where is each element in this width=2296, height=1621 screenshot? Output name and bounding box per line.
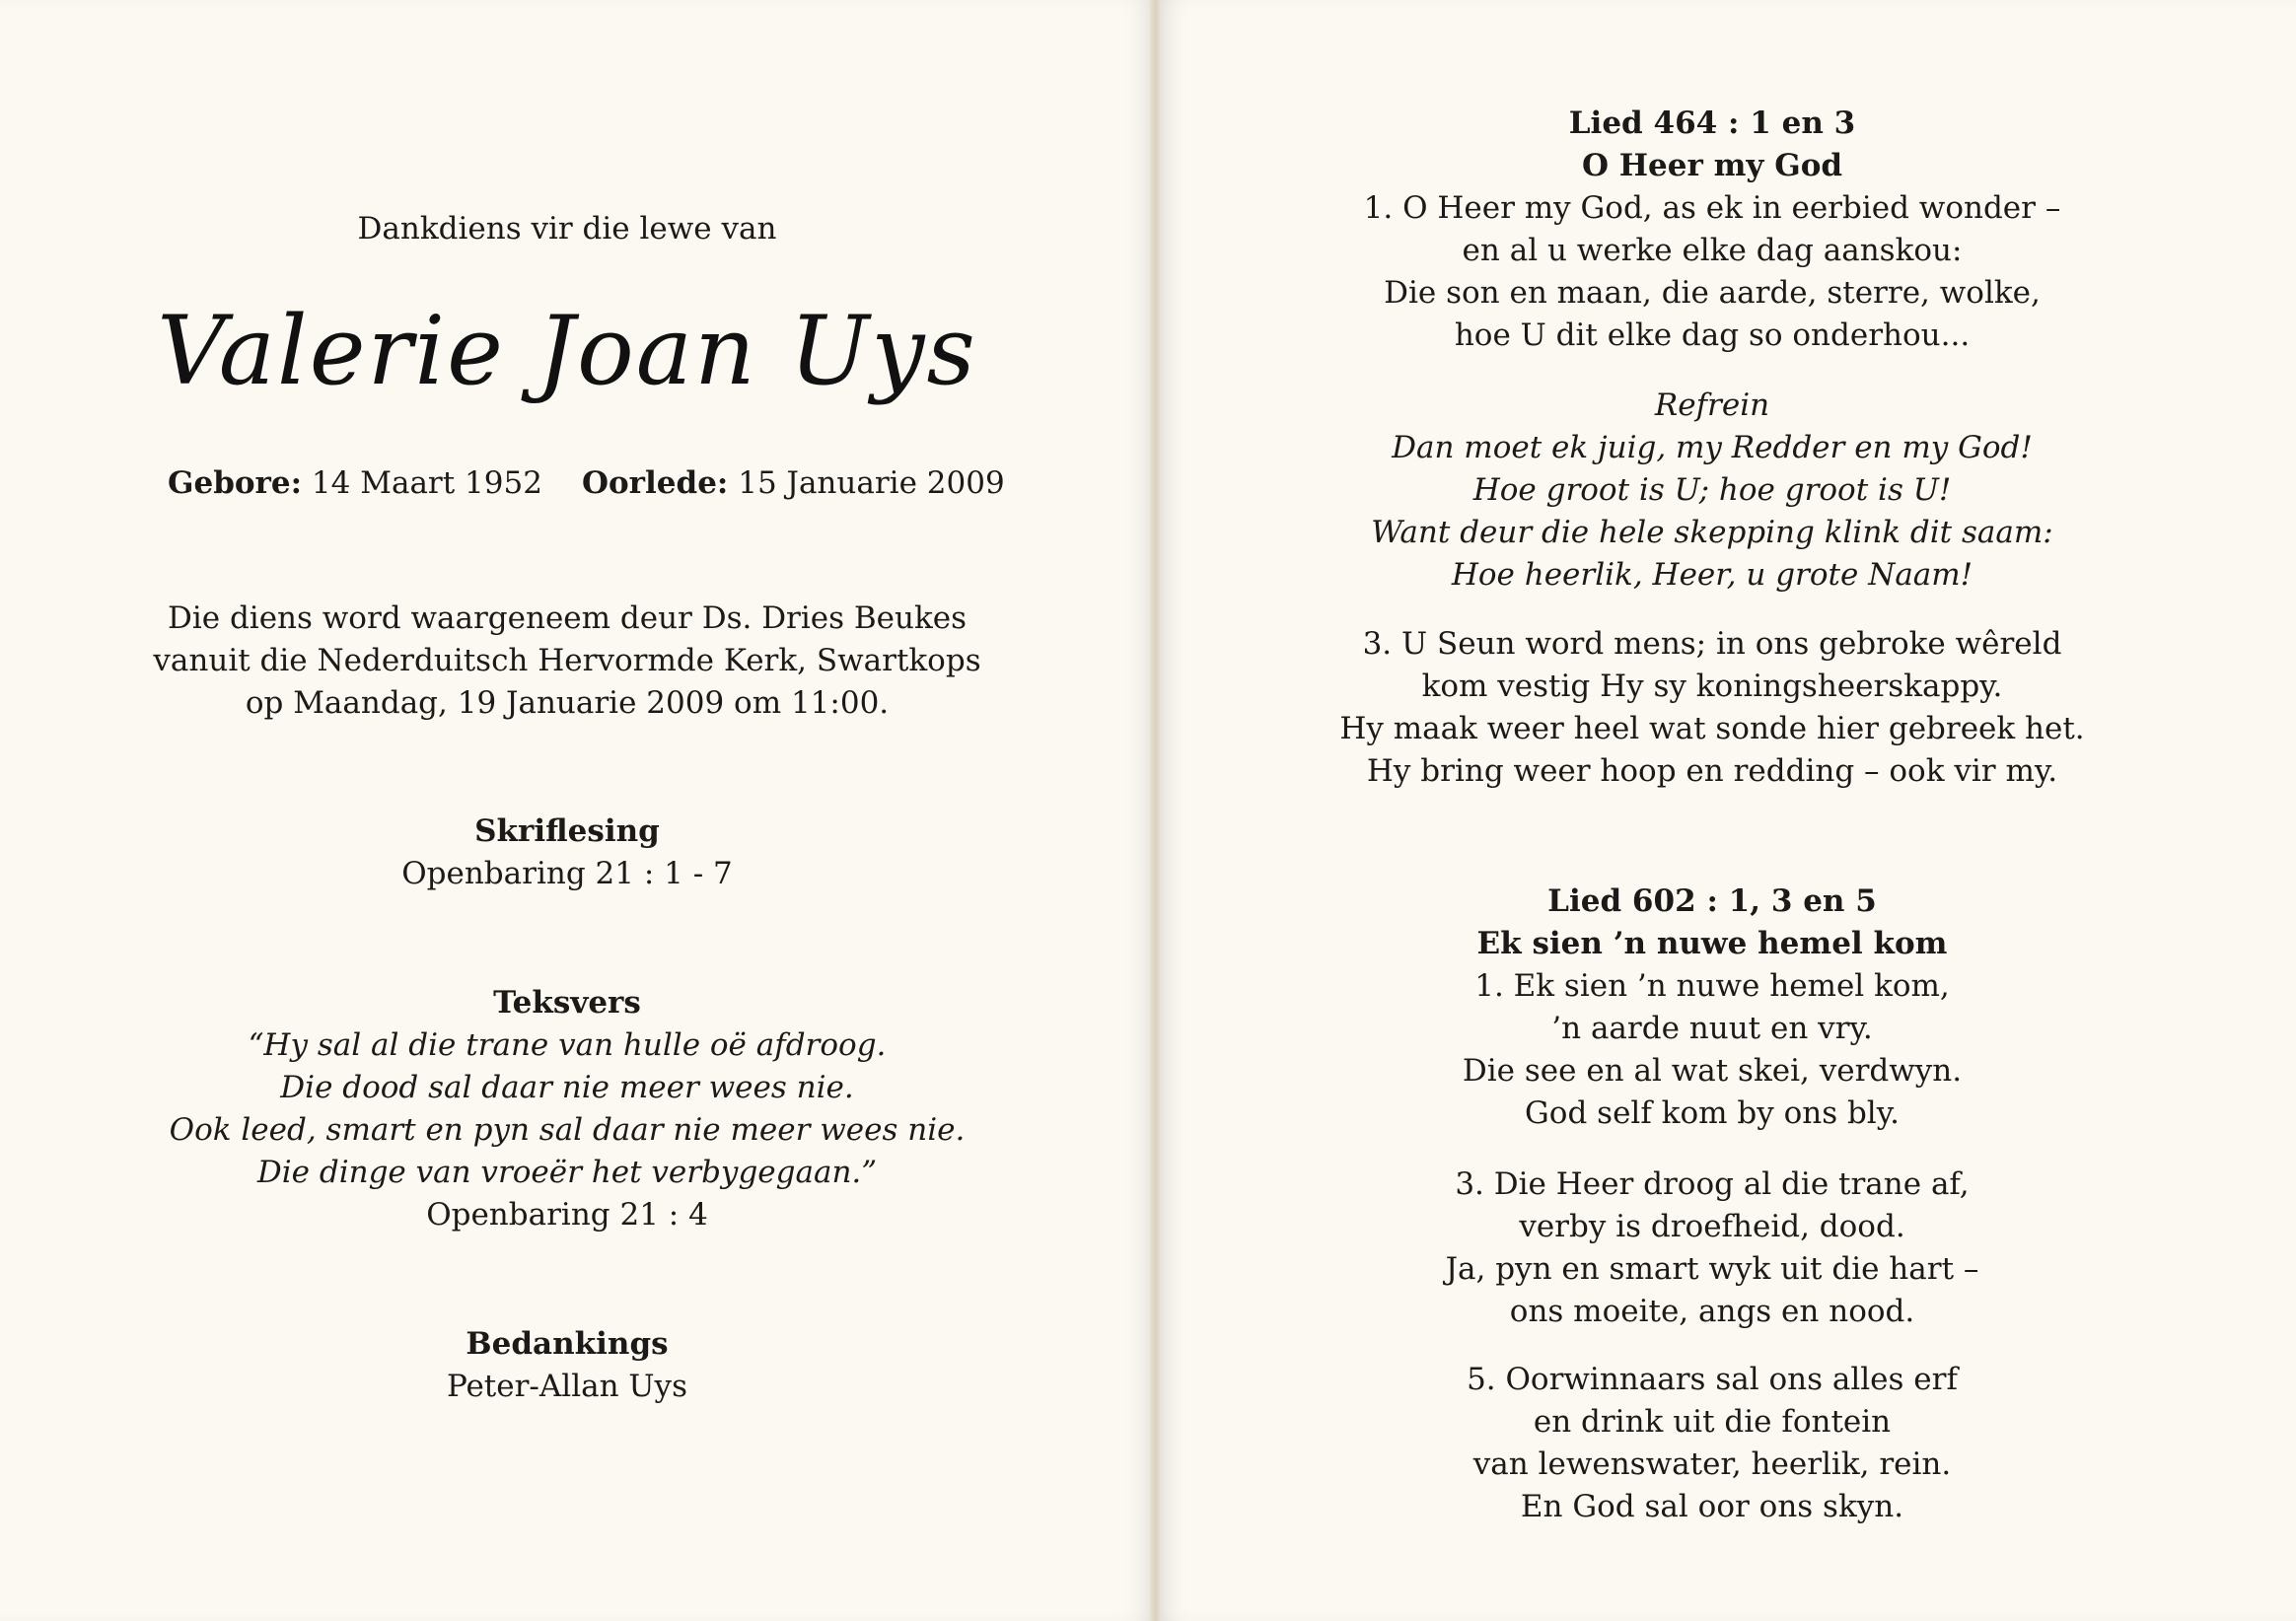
service-line: vanuit die Nederduitsch Hervormde Kerk, Swartkops	[153, 643, 981, 678]
text-ref: Openbaring 21 : 4	[426, 1197, 708, 1233]
verse-line: van lewenswater, heerlik, rein.	[1472, 1446, 1952, 1482]
verse-line: En God sal oor ons skyn.	[1520, 1489, 1904, 1524]
died	[582, 465, 1005, 501]
verse-line: 1. Ek sien ’n nuwe hemel kom,	[1474, 968, 1950, 1004]
refrain-line: Want deur die hele skepping klink dit saam:	[1371, 515, 2053, 550]
verse-line: 3. U Seun word mens; in ons gebroke wêreld	[1362, 626, 2062, 662]
verse-line: Die see en al wat skei, verdwyn.	[1462, 1053, 1963, 1089]
right-page	[1160, 0, 2296, 1621]
hymn-602-verse-3	[1160, 1163, 2264, 1333]
verse-line: Hy maak weer heel wat sonde hier gebreek het.	[1339, 711, 2085, 746]
hymn-602-verse-5	[1160, 1359, 2264, 1528]
reading-ref: Openbaring 21 : 1 - 7	[401, 856, 733, 891]
refrain-line: Hoe heerlik, Heer, u grote Naam!	[1451, 557, 1973, 593]
verse-line: Hy bring weer hoop en redding – ook vir my.	[1366, 753, 2058, 789]
verse-line: 1. O Heer my God, as ek in eerbied wonder –	[1363, 190, 2061, 226]
refrain-line: Dan moet ek juig, my Redder en my God!	[1392, 430, 2033, 465]
hymn-602	[1160, 881, 2264, 1135]
verse-line: kom vestig Hy sy koningsheerskappy.	[1421, 669, 2003, 704]
died-label: Oorlede:	[582, 465, 729, 501]
hymn-464	[1160, 103, 2264, 357]
intro-text: Dankdiens vir die lewe van	[357, 211, 777, 247]
text-line: Die dinge van vroeër het verbygegaan.”	[256, 1155, 878, 1190]
thanks-section	[0, 1323, 1134, 1408]
hymn-number: Lied 602 : 1, 3 en 5	[1547, 883, 1877, 919]
service-line: Die diens word waargeneem deur Ds. Dries Beukes	[167, 600, 968, 636]
hymn-number: Lied 464 : 1 en 3	[1568, 106, 1856, 141]
born-date: 14 Maart 1952	[311, 465, 542, 501]
verse-line: 3. Die Heer droog al die trane af,	[1455, 1166, 1970, 1202]
verse-line: Ja, pyn en smart wyk uit die hart –	[1445, 1251, 1979, 1287]
text-title: Teksvers	[493, 985, 641, 1021]
thanks-name: Peter-Allan Uys	[447, 1369, 687, 1404]
verse-line: God self kom by ons bly.	[1525, 1095, 1900, 1131]
hymn-464-verse-3	[1160, 623, 2264, 793]
verse-line: ons moeite, angs en nood.	[1509, 1294, 1915, 1329]
verse-line: en drink uit die fontein	[1533, 1404, 1892, 1440]
hymn-title: Ek sien ’n nuwe hemel kom	[1476, 926, 1948, 961]
deceased-name: Valerie Joan Uys	[157, 296, 977, 406]
hymn-title: O Heer my God	[1581, 148, 1843, 183]
thanks-title: Bedankings	[466, 1326, 669, 1362]
verse-line: 5. Oorwinnaars sal ons alles erf	[1467, 1362, 1958, 1397]
text-line: Die dood sal daar nie meer wees nie.	[280, 1070, 854, 1105]
reading-title: Skriflesing	[474, 813, 660, 849]
service-info	[0, 598, 1134, 725]
service-line: op Maandag, 19 Januarie 2009 om 11:00.	[245, 685, 890, 721]
died-date: 15 Januarie 2009	[738, 465, 1005, 501]
verse-line: ’n aarde nuut en vry.	[1551, 1011, 1873, 1046]
verse-line: verby is droefheid, dood.	[1519, 1209, 1905, 1244]
text-line: Ook leed, smart en pyn sal daar nie meer wees nie.	[169, 1112, 966, 1148]
verse-line: hoe U dit elke dag so onderhou...	[1454, 317, 1971, 353]
born	[168, 465, 542, 501]
born-label: Gebore:	[168, 465, 303, 501]
text-line: “Hy sal al die trane van hulle oë afdroog.	[248, 1027, 887, 1063]
text-verse-section	[0, 982, 1134, 1236]
verse-line: Die son en maan, die aarde, sterre, wolke,	[1384, 275, 2041, 311]
refrain	[1160, 385, 2264, 597]
refrain-line: Hoe groot is U; hoe groot is U!	[1472, 472, 1952, 508]
reading-section	[0, 810, 1134, 895]
verse-line: en al u werke elke dag aanskou:	[1462, 233, 1963, 268]
refrain-label: Refrein	[1654, 388, 1770, 423]
